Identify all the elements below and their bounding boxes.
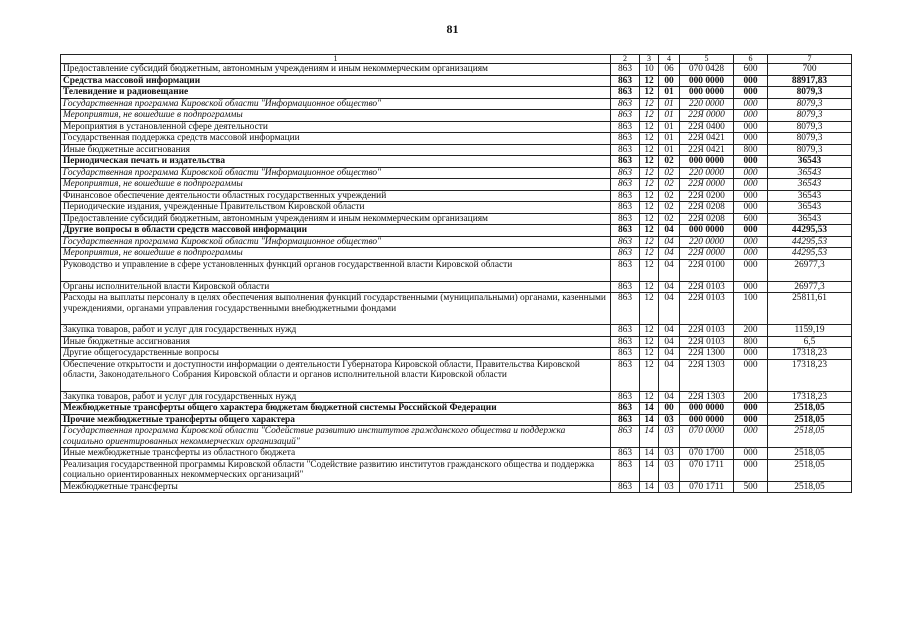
header-col-6: 6 — [734, 55, 768, 64]
row-name-cell: Закупка товаров, работ и услуг для государственных нужд — [61, 325, 611, 337]
row-code-cell: 863 — [611, 75, 640, 87]
row-target-article-cell: 220 0000 — [680, 167, 734, 179]
row-subsection-cell: 02 — [659, 213, 680, 225]
table-row — [61, 121, 852, 133]
row-code-cell: 863 — [611, 293, 640, 325]
row-subsection-cell: 04 — [659, 225, 680, 237]
row-name-cell: Мероприятия в установленной сфере деятельности — [61, 121, 611, 133]
page-number: 81 — [446, 22, 459, 36]
row-subsection-cell: 04 — [659, 293, 680, 325]
row-expense-type-cell: 000 — [734, 75, 768, 87]
row-name-cell: Государственная программа Кировской области "Содействие развитию институтов гражданского общества и поддержка социально ориентированных некоммерческих организаций" — [61, 426, 611, 448]
row-code-cell: 863 — [611, 110, 640, 122]
row-section-cell: 14 — [640, 403, 659, 415]
row-target-article-cell: 22Я 0000 — [680, 110, 734, 122]
row-subsection-cell: 03 — [659, 448, 680, 460]
row-expense-type-cell: 000 — [734, 121, 768, 133]
row-amount-cell: 36543 — [768, 202, 852, 214]
table-row — [61, 179, 852, 191]
row-amount-cell: 36543 — [768, 179, 852, 191]
row-target-article-cell: 22Я 0200 — [680, 190, 734, 202]
row-amount-cell: 36543 — [768, 167, 852, 179]
row-subsection-cell: 04 — [659, 236, 680, 248]
table-row — [61, 213, 852, 225]
row-amount-cell: 44295,53 — [768, 236, 852, 248]
row-target-article-cell: 220 0000 — [680, 98, 734, 110]
row-subsection-cell: 02 — [659, 179, 680, 191]
row-expense-type-cell: 000 — [734, 133, 768, 145]
row-section-cell: 12 — [640, 179, 659, 191]
row-target-article-cell: 22Я 0103 — [680, 281, 734, 293]
row-amount-cell: 26977,3 — [768, 259, 852, 281]
row-code-cell: 863 — [611, 391, 640, 403]
row-code-cell: 863 — [611, 426, 640, 448]
row-code-cell: 863 — [611, 167, 640, 179]
table-row — [61, 481, 852, 493]
header-col-4: 4 — [659, 55, 680, 64]
row-expense-type-cell: 000 — [734, 248, 768, 260]
row-name-cell: Иные межбюджетные трансферты из областного бюджета — [61, 448, 611, 460]
row-expense-type-cell: 000 — [734, 348, 768, 360]
row-subsection-cell: 04 — [659, 259, 680, 281]
row-name-cell: Другие общегосударственные вопросы — [61, 348, 611, 360]
table-row — [61, 348, 852, 360]
row-expense-type-cell: 000 — [734, 110, 768, 122]
row-expense-type-cell: 000 — [734, 202, 768, 214]
table-row — [61, 167, 852, 179]
row-target-article-cell: 22Я 0421 — [680, 133, 734, 145]
row-code-cell: 863 — [611, 213, 640, 225]
row-code-cell: 863 — [611, 448, 640, 460]
row-target-article-cell: 22Я 1303 — [680, 391, 734, 403]
row-amount-cell: 17318,23 — [768, 391, 852, 403]
row-name-cell: Телевидение и радиовещание — [61, 87, 611, 99]
row-code-cell: 863 — [611, 64, 640, 76]
row-expense-type-cell: 800 — [734, 144, 768, 156]
row-expense-type-cell: 000 — [734, 448, 768, 460]
row-code-cell: 863 — [611, 336, 640, 348]
row-amount-cell: 6,5 — [768, 336, 852, 348]
row-target-article-cell: 070 1711 — [680, 481, 734, 493]
row-target-article-cell: 22Я 0100 — [680, 259, 734, 281]
row-name-cell: Государственная программа Кировской области "Информационное общество" — [61, 98, 611, 110]
table-row — [61, 281, 852, 293]
row-code-cell: 863 — [611, 225, 640, 237]
row-section-cell: 12 — [640, 391, 659, 403]
row-section-cell: 12 — [640, 190, 659, 202]
row-expense-type-cell: 000 — [734, 259, 768, 281]
header-col-7: 7 — [768, 55, 852, 64]
row-subsection-cell: 03 — [659, 414, 680, 426]
row-section-cell: 12 — [640, 336, 659, 348]
table-row — [61, 64, 852, 76]
row-section-cell: 14 — [640, 459, 659, 481]
row-name-cell: Прочие межбюджетные трансферты общего характера — [61, 414, 611, 426]
row-amount-cell: 2518,05 — [768, 448, 852, 460]
row-expense-type-cell: 200 — [734, 391, 768, 403]
row-subsection-cell: 00 — [659, 75, 680, 87]
row-target-article-cell: 000 0000 — [680, 225, 734, 237]
row-subsection-cell: 04 — [659, 359, 680, 391]
table-row — [61, 403, 852, 415]
row-section-cell: 10 — [640, 64, 659, 76]
row-amount-cell: 44295,53 — [768, 248, 852, 260]
row-name-cell: Государственная программа Кировской области "Информационное общество" — [61, 236, 611, 248]
table-row — [61, 133, 852, 145]
row-name-cell: Мероприятия, не вошедшие в подпрограммы — [61, 248, 611, 260]
table-row — [61, 144, 852, 156]
row-name-cell: Расходы на выплаты персоналу в целях обеспечения выполнения функций государственными (муниципальными) органами, казенными учреждениями, органами управления государственными внебюджетными фондами — [61, 293, 611, 325]
row-target-article-cell: 22Я 0103 — [680, 293, 734, 325]
header-col-1: 1 — [61, 55, 611, 64]
row-section-cell: 14 — [640, 481, 659, 493]
row-subsection-cell: 04 — [659, 336, 680, 348]
row-amount-cell: 44295,53 — [768, 225, 852, 237]
row-expense-type-cell: 000 — [734, 225, 768, 237]
row-section-cell: 12 — [640, 213, 659, 225]
row-code-cell: 863 — [611, 98, 640, 110]
row-amount-cell: 17318,23 — [768, 359, 852, 391]
table-row — [61, 293, 852, 325]
row-target-article-cell: 000 0000 — [680, 414, 734, 426]
table-row — [61, 110, 852, 122]
row-amount-cell: 36543 — [768, 213, 852, 225]
row-code-cell: 863 — [611, 133, 640, 145]
row-amount-cell: 25811,61 — [768, 293, 852, 325]
row-subsection-cell: 04 — [659, 248, 680, 260]
row-amount-cell: 2518,05 — [768, 459, 852, 481]
row-name-cell: Межбюджетные трансферты — [61, 481, 611, 493]
row-amount-cell: 8079,3 — [768, 110, 852, 122]
row-section-cell: 14 — [640, 414, 659, 426]
row-subsection-cell: 03 — [659, 481, 680, 493]
row-section-cell: 12 — [640, 325, 659, 337]
row-amount-cell: 88917,83 — [768, 75, 852, 87]
row-target-article-cell: 070 0000 — [680, 426, 734, 448]
row-target-article-cell: 070 1711 — [680, 459, 734, 481]
row-name-cell: Другие вопросы в области средств массовой информации — [61, 225, 611, 237]
row-name-cell: Обеспечение открытости и доступности информации о деятельности Губернатора Кировской области, Правительства Кировской области, Законодательного Собрания Кировской области и органов исполнительной власти Кировской области — [61, 359, 611, 391]
row-code-cell: 863 — [611, 403, 640, 415]
row-name-cell: Закупка товаров, работ и услуг для государственных нужд — [61, 391, 611, 403]
row-expense-type-cell: 500 — [734, 481, 768, 493]
row-name-cell: Средства массовой информации — [61, 75, 611, 87]
row-expense-type-cell: 000 — [734, 167, 768, 179]
table-row — [61, 75, 852, 87]
row-code-cell: 863 — [611, 325, 640, 337]
table-row — [61, 98, 852, 110]
row-subsection-cell: 03 — [659, 426, 680, 448]
row-expense-type-cell: 000 — [734, 459, 768, 481]
row-section-cell: 12 — [640, 259, 659, 281]
row-section-cell: 12 — [640, 236, 659, 248]
row-subsection-cell: 02 — [659, 167, 680, 179]
row-subsection-cell: 01 — [659, 87, 680, 99]
row-target-article-cell: 000 0000 — [680, 156, 734, 168]
table-row — [61, 336, 852, 348]
table-row — [61, 259, 852, 281]
row-expense-type-cell: 000 — [734, 87, 768, 99]
row-code-cell: 863 — [611, 179, 640, 191]
row-name-cell: Мероприятия, не вошедшие в подпрограммы — [61, 179, 611, 191]
table-header-row — [61, 55, 852, 64]
row-code-cell: 863 — [611, 259, 640, 281]
row-amount-cell: 36543 — [768, 190, 852, 202]
row-expense-type-cell: 000 — [734, 403, 768, 415]
row-code-cell: 863 — [611, 121, 640, 133]
table-row — [61, 225, 852, 237]
row-amount-cell: 700 — [768, 64, 852, 76]
row-name-cell: Государственная программа Кировской области "Информационное общество" — [61, 167, 611, 179]
row-amount-cell: 8079,3 — [768, 121, 852, 133]
table-row — [61, 156, 852, 168]
row-name-cell: Иные бюджетные ассигнования — [61, 336, 611, 348]
row-amount-cell: 2518,05 — [768, 481, 852, 493]
row-name-cell: Финансовое обеспечение деятельности областных государственных учреждений — [61, 190, 611, 202]
row-target-article-cell: 22Я 0400 — [680, 121, 734, 133]
row-code-cell: 863 — [611, 459, 640, 481]
row-amount-cell: 8079,3 — [768, 98, 852, 110]
row-section-cell: 12 — [640, 156, 659, 168]
row-target-article-cell: 22Я 0000 — [680, 248, 734, 260]
row-section-cell: 12 — [640, 110, 659, 122]
row-expense-type-cell: 000 — [734, 190, 768, 202]
table-body — [61, 55, 852, 493]
row-expense-type-cell: 000 — [734, 156, 768, 168]
row-amount-cell: 26977,3 — [768, 281, 852, 293]
row-subsection-cell: 04 — [659, 325, 680, 337]
row-name-cell: Руководство и управление в сфере установленных функций органов государственной власти Кировской области — [61, 259, 611, 281]
row-name-cell: Государственная поддержка средств массовой информации — [61, 133, 611, 145]
row-subsection-cell: 01 — [659, 121, 680, 133]
row-subsection-cell: 03 — [659, 459, 680, 481]
row-target-article-cell: 22Я 0103 — [680, 325, 734, 337]
row-target-article-cell: 070 1700 — [680, 448, 734, 460]
row-amount-cell: 8079,3 — [768, 144, 852, 156]
table-row — [61, 391, 852, 403]
row-amount-cell: 8079,3 — [768, 133, 852, 145]
row-name-cell: Предоставление субсидий бюджетным, автономным учреждениям и иным некоммерческим организациям — [61, 64, 611, 76]
row-code-cell: 863 — [611, 190, 640, 202]
row-expense-type-cell: 600 — [734, 64, 768, 76]
row-target-article-cell: 220 0000 — [680, 236, 734, 248]
row-section-cell: 12 — [640, 98, 659, 110]
row-target-article-cell: 22Я 0000 — [680, 179, 734, 191]
row-section-cell: 12 — [640, 225, 659, 237]
row-expense-type-cell: 000 — [734, 426, 768, 448]
row-subsection-cell: 04 — [659, 348, 680, 360]
row-expense-type-cell: 000 — [734, 98, 768, 110]
row-expense-type-cell: 000 — [734, 359, 768, 391]
row-code-cell: 863 — [611, 359, 640, 391]
row-section-cell: 14 — [640, 426, 659, 448]
row-expense-type-cell: 100 — [734, 293, 768, 325]
table-row — [61, 414, 852, 426]
row-name-cell: Иные бюджетные ассигнования — [61, 144, 611, 156]
table-row — [61, 190, 852, 202]
row-target-article-cell: 22Я 0208 — [680, 202, 734, 214]
table-row — [61, 87, 852, 99]
table-row — [61, 359, 852, 391]
row-subsection-cell: 01 — [659, 98, 680, 110]
row-expense-type-cell: 000 — [734, 414, 768, 426]
row-target-article-cell: 000 0000 — [680, 87, 734, 99]
row-section-cell: 12 — [640, 281, 659, 293]
row-amount-cell: 2518,05 — [768, 414, 852, 426]
row-expense-type-cell: 200 — [734, 325, 768, 337]
row-expense-type-cell: 000 — [734, 236, 768, 248]
row-code-cell: 863 — [611, 414, 640, 426]
row-target-article-cell: 22Я 0421 — [680, 144, 734, 156]
row-subsection-cell: 04 — [659, 391, 680, 403]
row-target-article-cell: 22Я 0103 — [680, 336, 734, 348]
row-target-article-cell: 22Я 1303 — [680, 359, 734, 391]
header-col-2: 2 — [611, 55, 640, 64]
row-code-cell: 863 — [611, 202, 640, 214]
row-subsection-cell: 00 — [659, 403, 680, 415]
row-amount-cell: 36543 — [768, 156, 852, 168]
row-subsection-cell: 06 — [659, 64, 680, 76]
row-target-article-cell: 070 0428 — [680, 64, 734, 76]
row-section-cell: 12 — [640, 293, 659, 325]
row-target-article-cell: 22Я 0208 — [680, 213, 734, 225]
row-section-cell: 12 — [640, 144, 659, 156]
row-subsection-cell: 01 — [659, 144, 680, 156]
row-name-cell: Органы исполнительной власти Кировской области — [61, 281, 611, 293]
row-subsection-cell: 02 — [659, 156, 680, 168]
row-amount-cell: 1159,19 — [768, 325, 852, 337]
row-section-cell: 12 — [640, 133, 659, 145]
table-row — [61, 448, 852, 460]
header-col-5: 5 — [680, 55, 734, 64]
row-code-cell: 863 — [611, 87, 640, 99]
row-name-cell: Мероприятия, не вошедшие в подпрограммы — [61, 110, 611, 122]
row-code-cell: 863 — [611, 236, 640, 248]
row-name-cell: Предоставление субсидий бюджетным, автономным учреждениям и иным некоммерческим организациям — [61, 213, 611, 225]
row-code-cell: 863 — [611, 144, 640, 156]
row-subsection-cell: 02 — [659, 190, 680, 202]
budget-table — [60, 54, 852, 493]
row-amount-cell: 2518,05 — [768, 426, 852, 448]
row-code-cell: 863 — [611, 281, 640, 293]
row-expense-type-cell: 000 — [734, 179, 768, 191]
row-code-cell: 863 — [611, 156, 640, 168]
row-subsection-cell: 01 — [659, 110, 680, 122]
row-expense-type-cell: 800 — [734, 336, 768, 348]
row-expense-type-cell: 000 — [734, 281, 768, 293]
table-row — [61, 236, 852, 248]
row-section-cell: 12 — [640, 248, 659, 260]
row-name-cell: Периодические издания, учрежденные Правительством Кировской области — [61, 202, 611, 214]
row-target-article-cell: 22Я 1300 — [680, 348, 734, 360]
table-row — [61, 248, 852, 260]
header-col-3: 3 — [640, 55, 659, 64]
table-row — [61, 202, 852, 214]
row-section-cell: 12 — [640, 87, 659, 99]
row-section-cell: 12 — [640, 359, 659, 391]
row-section-cell: 12 — [640, 202, 659, 214]
row-name-cell: Периодическая печать и издательства — [61, 156, 611, 168]
row-code-cell: 863 — [611, 348, 640, 360]
table-row — [61, 459, 852, 481]
row-section-cell: 12 — [640, 75, 659, 87]
row-code-cell: 863 — [611, 248, 640, 260]
row-section-cell: 12 — [640, 348, 659, 360]
row-subsection-cell: 02 — [659, 202, 680, 214]
row-section-cell: 12 — [640, 121, 659, 133]
row-amount-cell: 2518,05 — [768, 403, 852, 415]
row-target-article-cell: 000 0000 — [680, 403, 734, 415]
row-amount-cell: 8079,3 — [768, 87, 852, 99]
row-name-cell: Реализация государственной программы Кировской области "Содействие развитию институтов гражданского общества и поддержка социально ориентированных некоммерческих организаций" — [61, 459, 611, 481]
row-code-cell: 863 — [611, 481, 640, 493]
row-name-cell: Межбюджетные трансферты общего характера бюджетам бюджетной системы Российской Федерации — [61, 403, 611, 415]
table-row — [61, 325, 852, 337]
row-section-cell: 14 — [640, 448, 659, 460]
row-subsection-cell: 04 — [659, 281, 680, 293]
row-expense-type-cell: 600 — [734, 213, 768, 225]
row-section-cell: 12 — [640, 167, 659, 179]
row-target-article-cell: 000 0000 — [680, 75, 734, 87]
row-subsection-cell: 01 — [659, 133, 680, 145]
table-row — [61, 426, 852, 448]
row-amount-cell: 17318,23 — [768, 348, 852, 360]
